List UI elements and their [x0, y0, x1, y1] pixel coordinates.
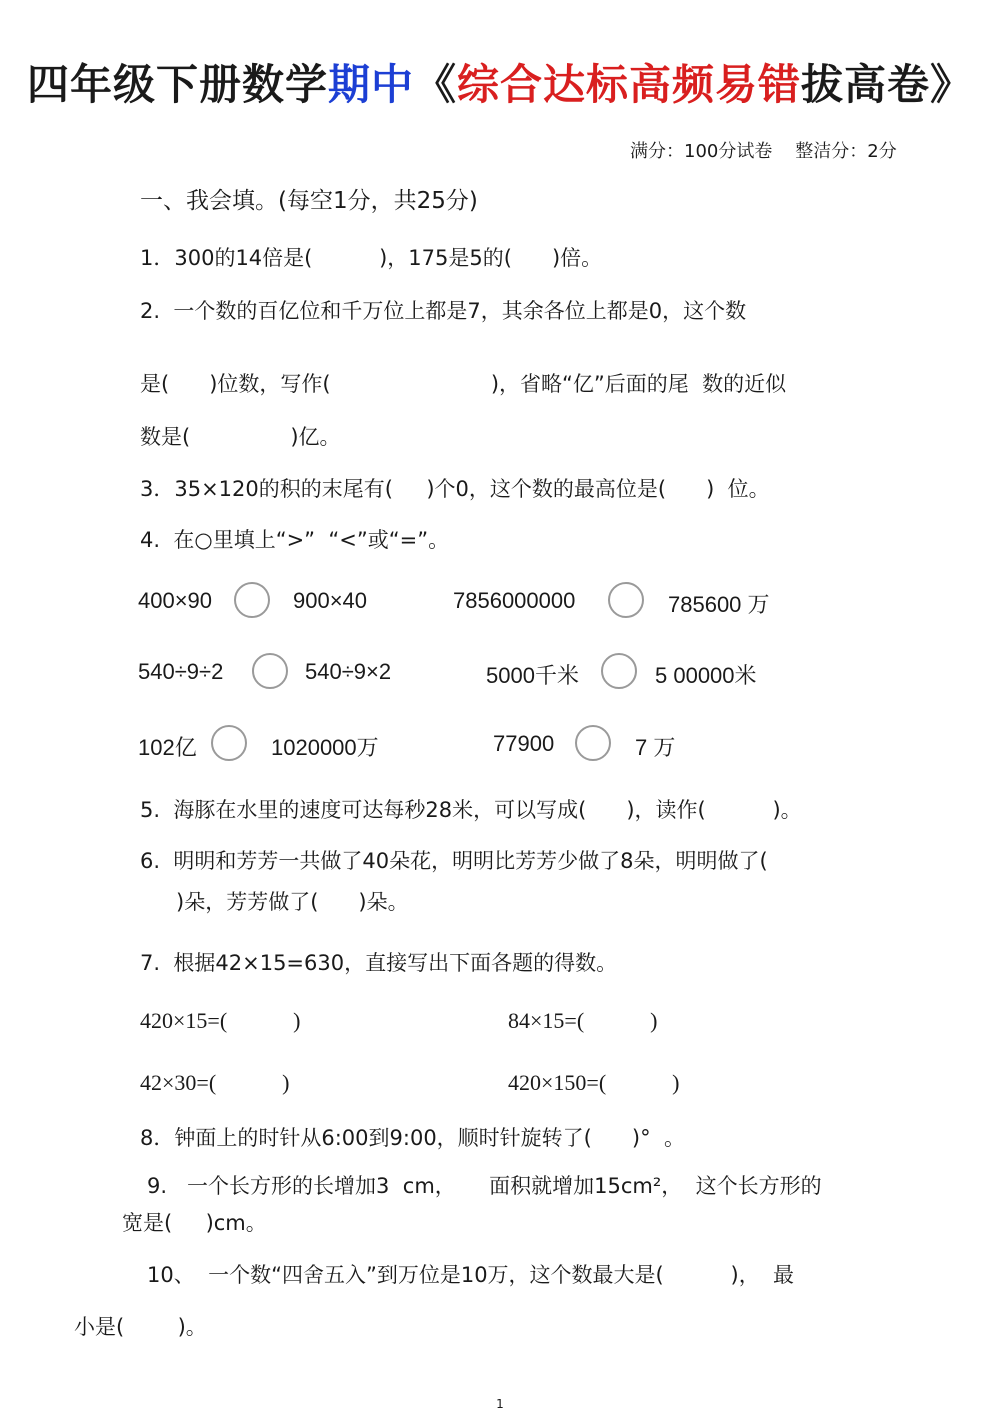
- question-10-line-1: 10、 一个数“四舍五入”到万位是10万，这个数最大是( )， 最: [147, 1263, 795, 1287]
- calc-1: 420×15=( ): [140, 1008, 301, 1033]
- page-number: 1: [496, 1397, 504, 1411]
- question-9-line-1: 9. 一个长方形的长增加3 cm， 面积就增加15cm²， 这个长方形的: [147, 1174, 822, 1198]
- question-4: 4. 在○里填上“>” “<”或“=”。: [140, 528, 450, 552]
- question-6-line-2: )朵，芳芳做了( )朵。: [176, 890, 409, 914]
- compare-circle-5[interactable]: [211, 725, 247, 761]
- compare-right-6: 7 万: [635, 735, 676, 760]
- calc-4: 420×150=( ): [508, 1070, 680, 1095]
- question-8: 8．钟面上的时针从6:00到9:00，顺时针旋转了( )° 。: [140, 1126, 685, 1150]
- compare-left-6: 77900: [493, 731, 555, 756]
- score-info: 满分：100分试卷 整洁分：2分: [630, 141, 897, 162]
- question-1: 1．300的14倍是( )，175是5的( )倍。: [140, 246, 603, 270]
- section-heading: 一、我会填。(每空1分，共25分): [140, 188, 478, 214]
- question-2-line-1: 2. 一个数的百亿位和千万位上都是7，其余各位上都是0，这个数: [140, 299, 747, 323]
- question-9-line-2: 宽是( )cm。: [122, 1211, 267, 1235]
- question-2-line-3: 数是( )亿。: [140, 425, 341, 449]
- compare-right-3: 540÷9×2: [305, 659, 392, 684]
- compare-circle-6[interactable]: [575, 725, 611, 761]
- compare-right-2: 785600 万: [668, 592, 770, 617]
- compare-circle-1[interactable]: [234, 582, 270, 618]
- calc-3: 42×30=( ): [140, 1070, 290, 1095]
- compare-right-5: 1020000万: [271, 735, 379, 760]
- question-5: 5. 海豚在水里的速度可达每秒28米，可以写成( )，读作( )。: [140, 798, 802, 822]
- compare-right-1: 900×40: [293, 588, 368, 613]
- compare-circle-2[interactable]: [608, 582, 644, 618]
- page-title: 四年级下册数学期中《综合达标高频易错拔高卷》: [26, 60, 974, 109]
- compare-left-1: 400×90: [138, 588, 213, 613]
- compare-circle-4[interactable]: [601, 653, 637, 689]
- question-3: 3．35×120的积的末尾有( )个0，这个数的最高位是( ) 位。: [140, 477, 770, 501]
- question-6-line-1: 6. 明明和芳芳一共做了40朵花，明明比芳芳少做了8朵，明明做了(: [140, 849, 768, 873]
- compare-left-2: 7856000000: [453, 588, 576, 613]
- compare-left-3: 540÷9÷2: [138, 659, 224, 684]
- compare-right-4: 5 00000米: [655, 663, 757, 688]
- question-10-line-2: 小是( )。: [74, 1315, 207, 1339]
- compare-left-4: 5000千米: [486, 663, 579, 688]
- compare-left-5: 102亿: [138, 735, 197, 760]
- calc-2: 84×15=( ): [508, 1008, 658, 1033]
- question-2-line-2: 是( )位数，写作( )，省略“亿”后面的尾 数的近似: [140, 372, 787, 396]
- question-7: 7. 根据42×15=630，直接写出下面各题的得数。: [140, 951, 618, 975]
- compare-circle-3[interactable]: [252, 653, 288, 689]
